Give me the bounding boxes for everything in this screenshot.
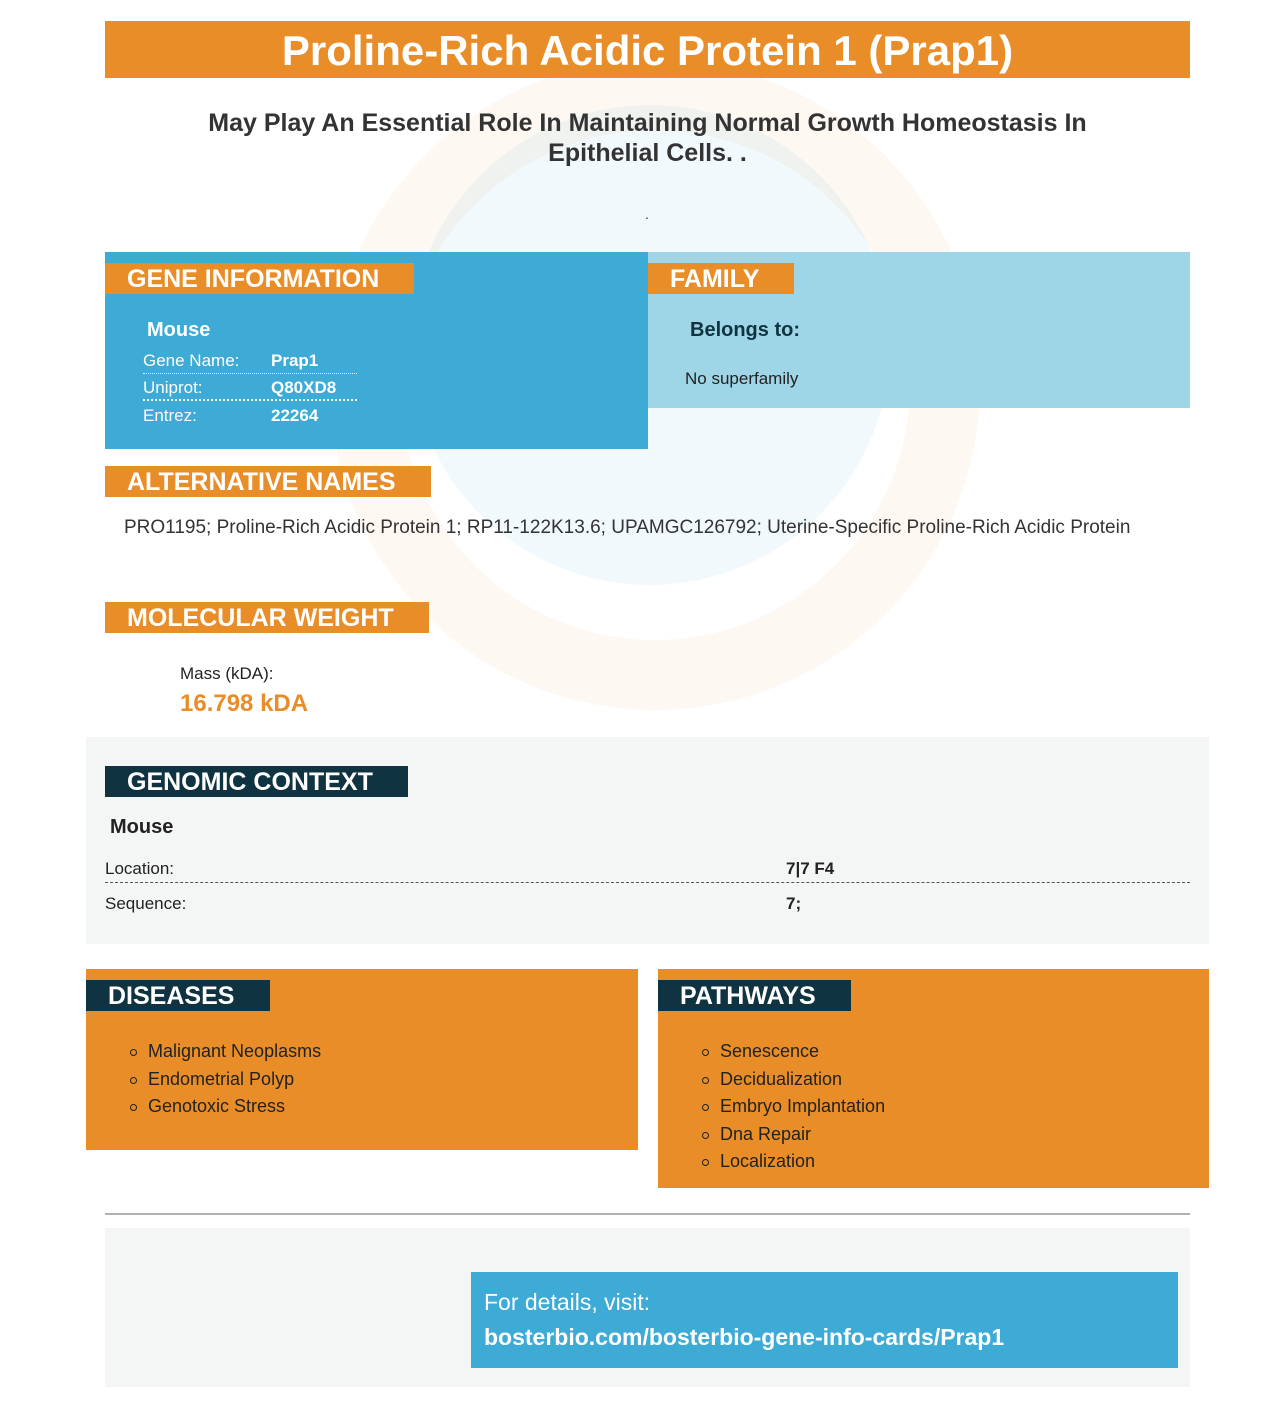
gene-organism: Mouse (147, 319, 211, 341)
details-box (471, 1272, 1178, 1368)
pathways-list (702, 1040, 885, 1178)
alternative-names-heading: ALTERNATIVE NAMES (105, 466, 431, 497)
mass-label: Mass (kDA): (180, 664, 274, 683)
details-link[interactable]: bosterbio.com/bosterbio-gene-info-cards/Prap1 (484, 1324, 1005, 1350)
genomic-context-heading: GENOMIC CONTEXT (105, 766, 408, 797)
sequence-key: Sequence: (105, 894, 187, 913)
details-label: For details, visit: (484, 1289, 651, 1315)
list-item: Localization (702, 1150, 885, 1178)
family-belongs-label: Belongs to: (690, 319, 800, 341)
diseases-list (130, 1040, 321, 1123)
uniprot-value[interactable]: Q80XD8 (271, 378, 337, 397)
list-item: Genotoxic Stress (130, 1095, 321, 1123)
sequence-row (105, 888, 1190, 918)
family-heading: FAMILY (648, 263, 794, 294)
protein-summary: May Play An Essential Role In Maintaining Normal Growth Homeostasis In Epithelial Cells. . (208, 109, 1087, 167)
alternative-names-text: PRO1195; Proline-Rich Acidic Protein 1; RP11-122K13.6; UPAMGC126792; Uterine-Specific Proline-Rich Acidic Protein (124, 517, 1131, 538)
genomic-organism: Mouse (110, 816, 174, 838)
diseases-heading: DISEASES (86, 980, 270, 1011)
gene-name-row (143, 347, 357, 374)
gene-name-key: Gene Name: (143, 351, 240, 370)
gene-name-value: Prap1 (271, 351, 319, 370)
entrez-row (143, 402, 357, 429)
list-item: Dna Repair (702, 1123, 885, 1151)
location-row (105, 853, 1190, 883)
mass-value: 16.798 kDA (180, 690, 309, 717)
page-title: Proline-Rich Acidic Protein 1 (Prap1) (105, 21, 1190, 78)
list-item: Malignant Neoplasms (130, 1040, 321, 1068)
uniprot-key: Uniprot: (143, 378, 203, 397)
location-value: 7|7 F4 (786, 859, 835, 878)
entrez-key: Entrez: (143, 406, 197, 425)
uniprot-row (143, 374, 357, 401)
sequence-value: 7; (786, 894, 802, 913)
molecular-weight-heading: MOLECULAR WEIGHT (105, 602, 429, 633)
list-item: Endometrial Polyp (130, 1068, 321, 1096)
gene-information-heading: GENE INFORMATION (105, 263, 414, 294)
list-item: Senescence (702, 1040, 885, 1068)
list-item: Decidualization (702, 1068, 885, 1096)
summary-extra: . (645, 206, 649, 222)
pathways-heading: PATHWAYS (658, 980, 851, 1011)
divider (105, 1213, 1190, 1215)
family-value: No superfamily (685, 369, 799, 388)
location-key: Location: (105, 859, 174, 878)
entrez-value[interactable]: 22264 (271, 406, 319, 425)
list-item: Embryo Implantation (702, 1095, 885, 1123)
